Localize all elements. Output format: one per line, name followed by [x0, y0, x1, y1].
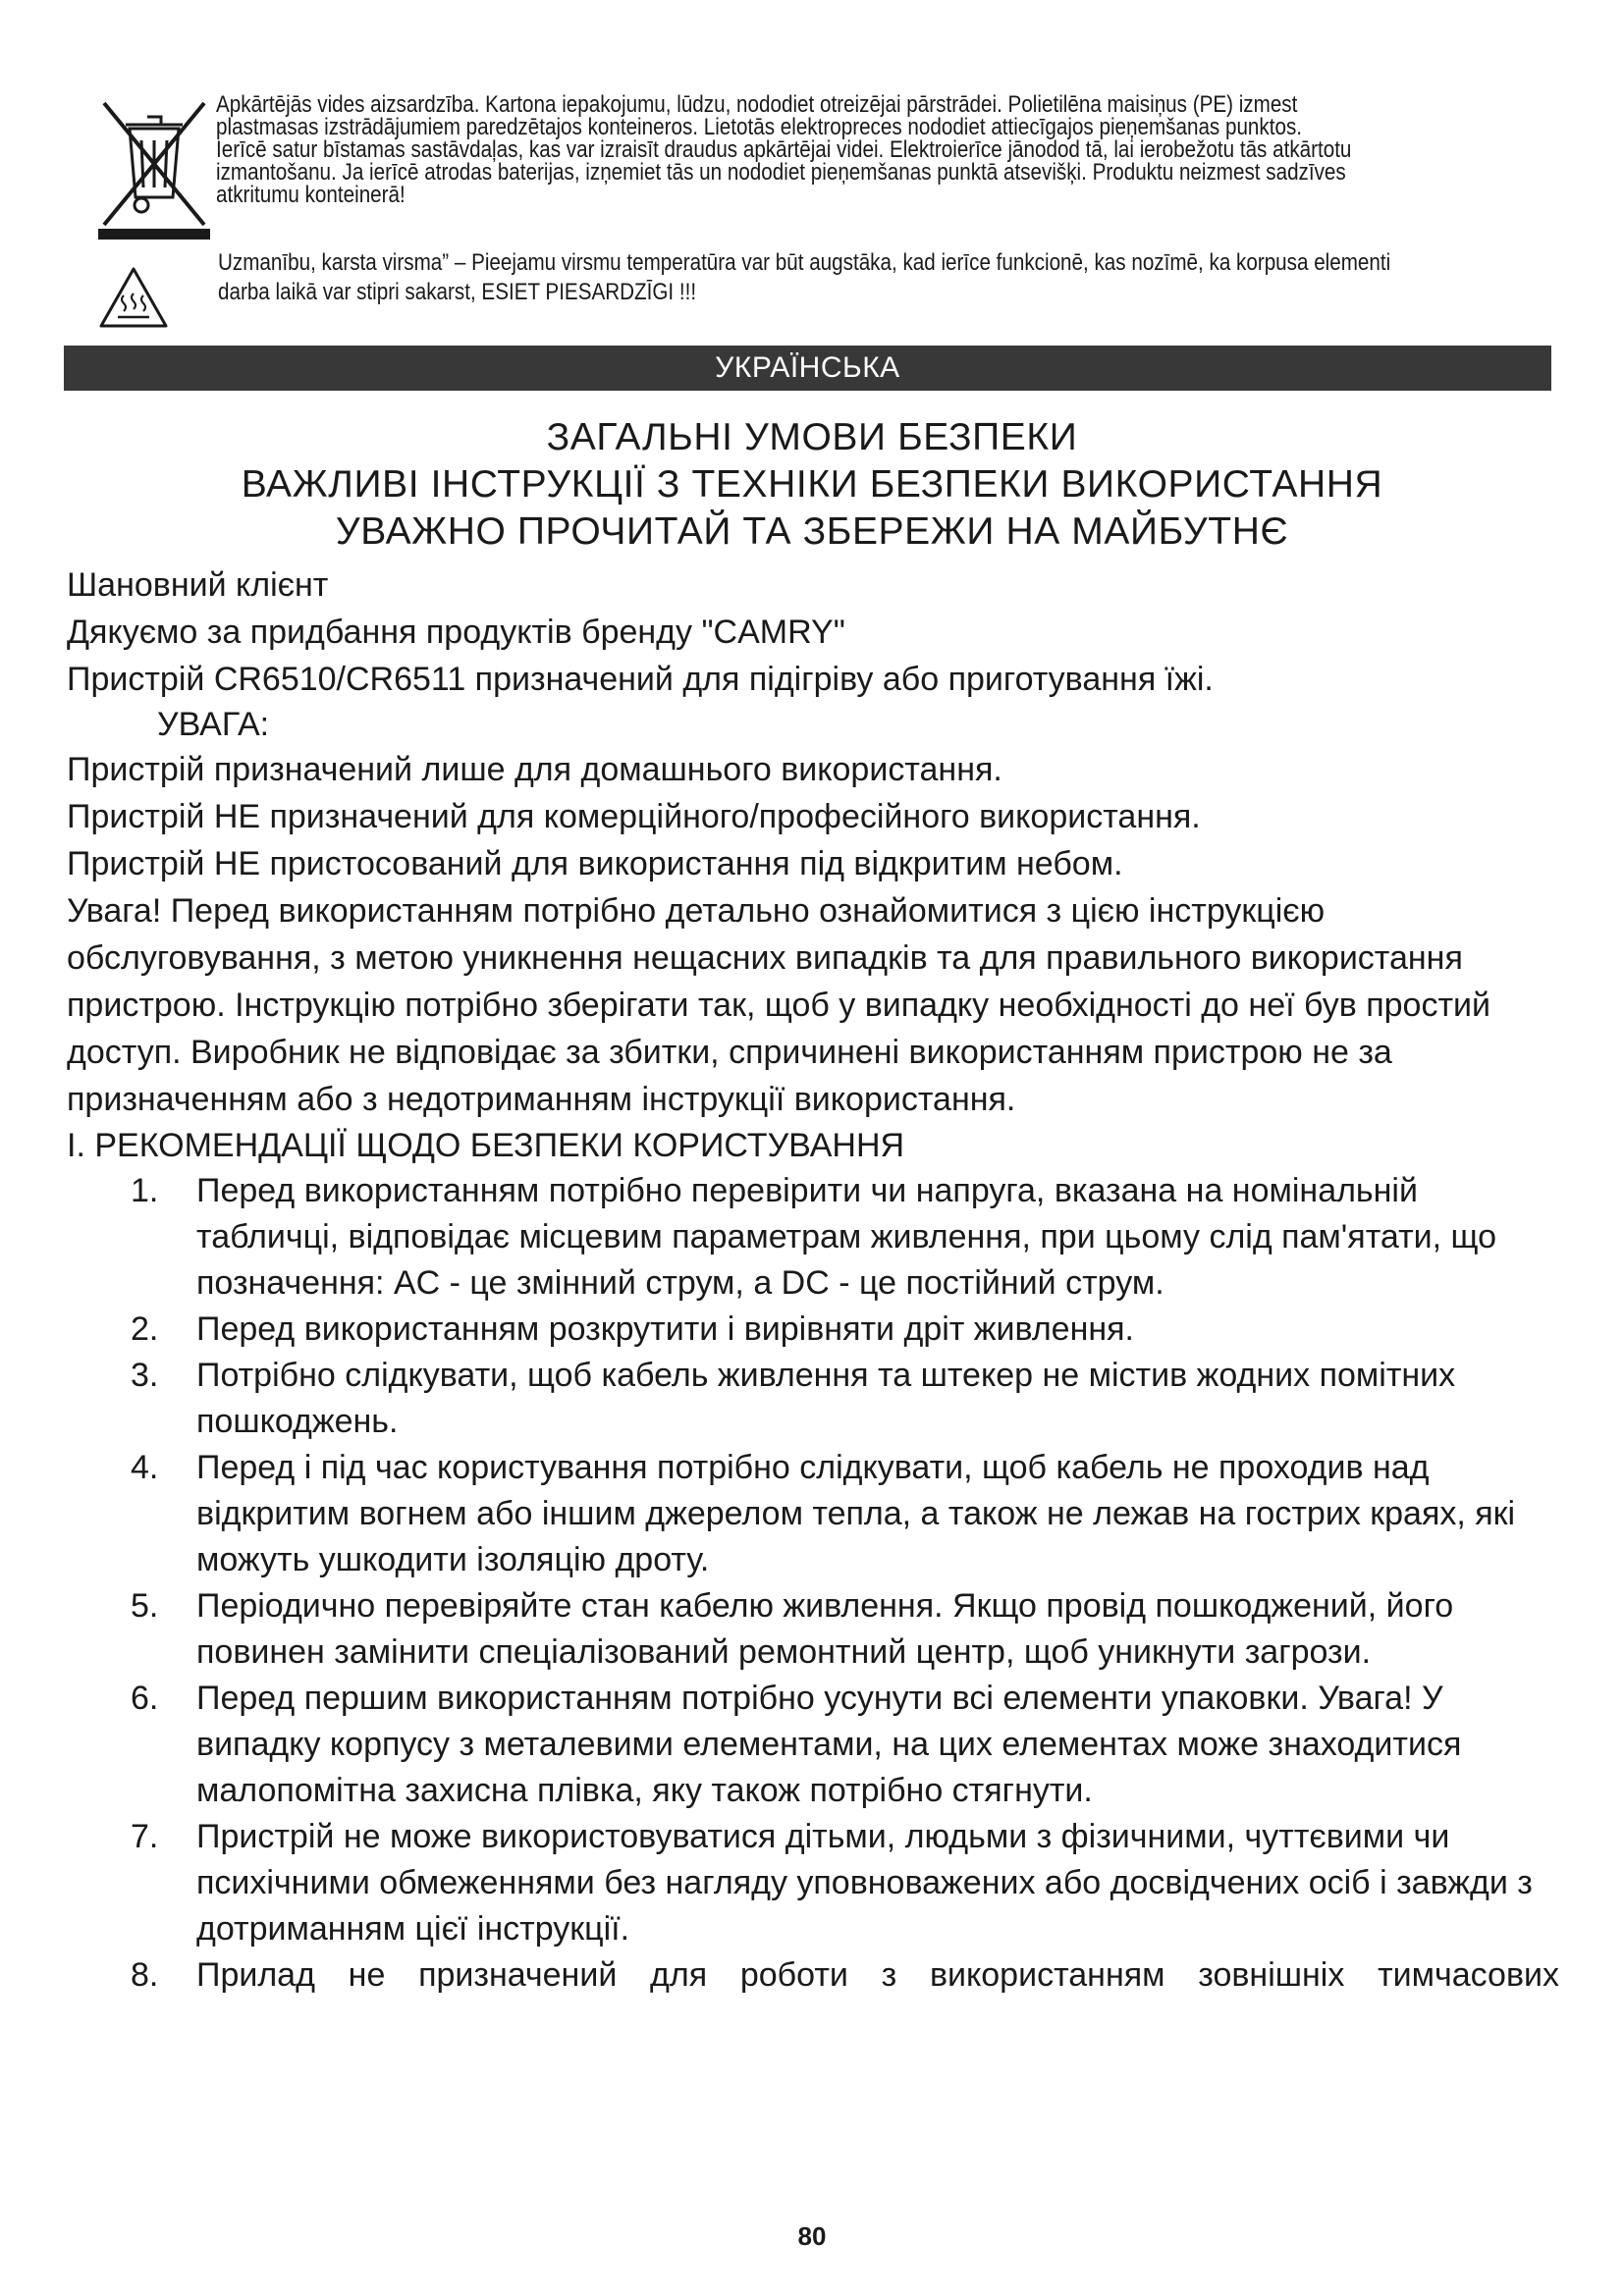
- usage-note: Пристрій НЕ пристосований для використання під відкритим небом.: [67, 845, 1123, 882]
- rule-item: [67, 1168, 1559, 1307]
- usage-note: Пристрій призначений лише для домашнього використання.: [67, 751, 1002, 788]
- rule-number: 6.: [131, 1680, 159, 1717]
- safety-rules-list: [67, 1168, 1559, 1999]
- hot-surface-text: [218, 248, 1543, 307]
- crossed-out-wheelie-bin-icon: [96, 97, 212, 240]
- rule-item: [67, 1676, 1559, 1814]
- page-number: 80: [797, 2221, 827, 2251]
- rule-text: Перед використанням розкрутити і вирівняти дріт живлення.: [196, 1310, 1134, 1348]
- weee-line: atkritumu konteinerā!: [216, 182, 406, 208]
- greeting: Шановний клієнт: [67, 566, 329, 604]
- attention-label: УВАГА:: [157, 706, 270, 743]
- document-body: [67, 561, 1559, 1999]
- rule-item: [67, 1952, 1559, 1999]
- rule-item: [67, 1353, 1559, 1445]
- rule-text: Прилад не призначений для роботи з використанням зовнішніх тимчасових: [196, 1956, 1559, 1994]
- weee-line: Apkārtējās vides aizsardzība. Kartona iepakojumu, lūdzu, nododiet otreizējai pārstrādei. Polietilēna maisiņus (PE) izmest: [216, 91, 1298, 118]
- rule-text: Перед використанням потрібно перевірити чи напруга, вказана на номінальній табличці, відповідає місцевим параметрам живлення, при цьому слід пам'ятати, що позначення: AC - це змінний струм, а DC - це постійний струм.: [196, 1172, 1497, 1302]
- rule-text: Періодично перевіряйте стан кабелю живлення. Якщо провід пошкоджений, його повинен замінити спеціалізований ремонтний центр, щоб уникнути загрози.: [196, 1587, 1454, 1671]
- rule-item: [67, 1583, 1559, 1676]
- heading-read-and-keep: УВАЖНО ПРОЧИТАЙ ТА ЗБЕРЕЖИ НА МАЙБУТНЄ: [335, 510, 1289, 553]
- rule-text: Перед першим використанням потрібно усунути всі елементи упаковки. Увага! У випадку корпусу з металевими елементами, на цих елементах може знаходитися малопомітна захисна плівка, яку також потрібно стягнути.: [196, 1680, 1462, 1809]
- usage-note: Пристрій НЕ призначений для комерційного/професійного використання.: [67, 798, 1201, 835]
- weee-line: Ierīcē satur bīstamas sastāvdaļas, kas var izraisīt draudus apkārtējai videi. Elektroierīce jānodod tā, lai ierobežotu tās atkārtotu: [216, 136, 1352, 163]
- rule-item: [67, 1307, 1559, 1353]
- hot-line: Uzmanību, karsta virsma” – Pieejamu virsmu temperatūra var būt augstāka, kad ierīce funkcionē, kas nozīmē, ka korpusa elementi: [218, 249, 1391, 276]
- rule-number: 3.: [131, 1357, 159, 1394]
- hot-surface-warning-icon: [98, 266, 169, 329]
- language-section-bar: УКРАЇНСЬКА: [64, 346, 1551, 391]
- rule-number: 2.: [131, 1310, 159, 1348]
- heading-general-safety: ЗАГАЛЬНІ УМОВИ БЕЗПЕКИ: [546, 416, 1078, 458]
- purpose-line: Пристрій CR6510/CR6511 призначений для підігріву або приготування їжі.: [67, 661, 1214, 698]
- section-title: I. РЕКОМЕНДАЦІЇ ЩОДО БЕЗПЕКИ КОРИСТУВАННЯ: [67, 1127, 905, 1164]
- hot-line: darba laikā var stipri sakarst, ESIET PIESARDZĪGI !!!: [218, 279, 697, 305]
- rule-text: Перед і під час користування потрібно слідкувати, щоб кабель не проходив над відкритим вогнем або іншим джерелом тепла, а також не лежав на гострих краях, які можуть ушкодити ізоляцію дроту.: [196, 1449, 1516, 1578]
- rule-number: 4.: [131, 1449, 159, 1486]
- rule-number: 7.: [131, 1818, 159, 1855]
- rule-item: [67, 1814, 1559, 1952]
- warning-paragraph: Увага! Перед використанням потрібно детально ознайомитися з цією інструкцією обслуговування, з метою уникнення нещасних випадків та для правильного використання пристрою. Інструкцію потрібно зберігати так, щоб у випадку необхідності до неї був простий доступ. Виробник не відповідає за збитки, спричинені використанням пристрою не за призначенням або з недотриманням інструкції використання.: [67, 892, 1491, 1118]
- rule-number: 1.: [131, 1172, 159, 1209]
- rule-item: [67, 1445, 1559, 1583]
- weee-line: izmantošanu. Ja ierīcē atrodas baterijas, izņemiet tās un nododiet pieņemšanas punktā atsevišķi. Produktu neizmest sadzīves: [216, 159, 1346, 186]
- safety-headings: [0, 414, 1624, 556]
- rule-number: 5.: [131, 1587, 159, 1625]
- heading-important-instructions: ВАЖЛИВІ ІНСТРУКЦІЇ З ТЕХНІКИ БЕЗПЕКИ ВИКОРИСТАННЯ: [241, 463, 1383, 506]
- weee-notice-text: [216, 93, 1542, 206]
- thanks-line: Дякуємо за придбання продуктів бренду "CAMRY": [67, 614, 845, 651]
- rule-number: 8.: [131, 1956, 159, 1994]
- weee-line: plastmasas izstrādājumiem paredzētajos konteineros. Lietotās elektropreces nododiet attiecīgajos pieņemšanas punktos.: [216, 114, 1303, 140]
- rule-text: Потрібно слідкувати, щоб кабель живлення та штекер не містив жодних помітних пошкоджень.: [196, 1357, 1456, 1440]
- rule-text: Пристрій не може використовуватися дітьми, людьми з фізичними, чуттєвими чи психічними обмеженнями без нагляду уповноважених або досвідчених осіб і завжди з дотриманням цієї інструкції.: [196, 1818, 1533, 1948]
